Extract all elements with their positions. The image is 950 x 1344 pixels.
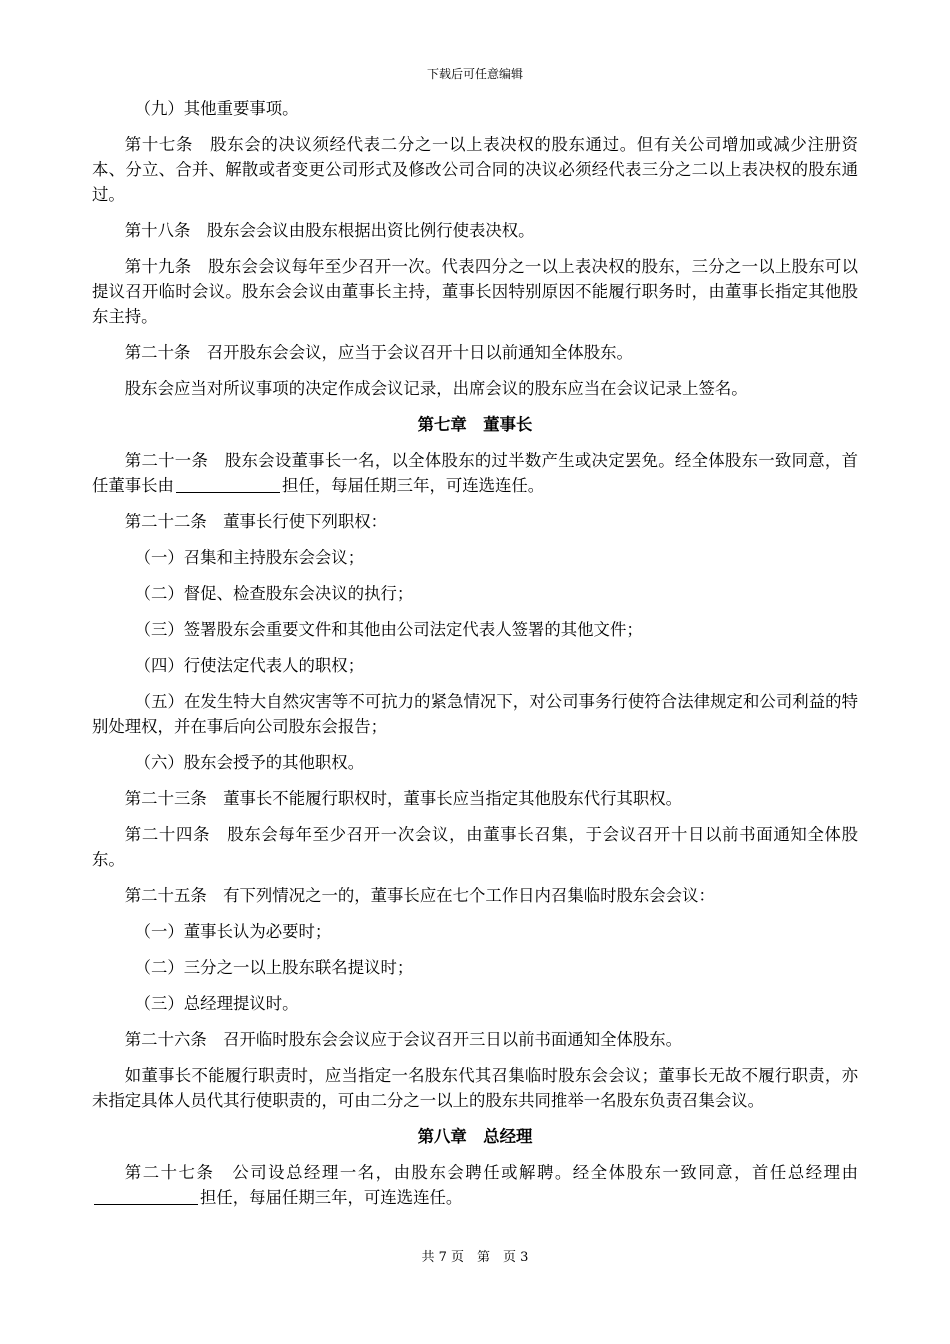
article-paragraph: 第二十条 召开股东会会议，应当于会议召开十日以前通知全体股东。 (124, 343, 633, 362)
article-paragraph: 第二十三条 董事长不能履行职权时，董事长应当指定其他股东代行其职权。 (124, 789, 683, 808)
article-paragraph: 第二十四条 股东会每年至少召开一次会议，由董事长召集，于会议召开十日以前书面通知全体股东。 (92, 825, 858, 869)
fill-in-blank (176, 475, 280, 493)
article-paragraph: 第二十六条 召开临时股东会会议应于会议召开三日以前书面通知全体股东。 (124, 1030, 683, 1049)
article-paragraph (92, 448, 858, 498)
paragraph-text: 担任，每届任期三年，可连选连任。 (200, 1188, 463, 1207)
list-item: （一）召集和主持股东会会议； (134, 548, 365, 567)
article-paragraph: 第十九条 股东会会议每年至少召开一次。代表四分之一以上表决权的股东，三分之一以上股东可以提议召开临时会议。股东会会议由董事长主持，董事长因特别原因不能履行职务时，由董事长指定其他股东主持。 (92, 257, 858, 326)
list-item: （二）三分之一以上股东联名提议时； (134, 958, 414, 977)
article-paragraph: 第十七条 股东会的决议须经代表二分之一以上表决权的股东通过。但有关公司增加或减少注册资本、分立、合并、解散或者变更公司形式及修改公司合同的决议必须经代表三分之二以上表决权的股东通过。 (92, 135, 858, 204)
paragraph-text: 担任，每届任期三年，可连选连任。 (281, 476, 545, 495)
article-paragraph: 如董事长不能履行职责时，应当指定一名股东代其召集临时股东会会议；董事长无故不履行职责，亦未指定具体人员代其行使职责的，可由二分之一以上的股东共同推举一名股东负责召集会议。 (92, 1066, 858, 1110)
list-item: （九）其他重要事项。 (134, 99, 299, 118)
document-body (92, 96, 858, 1221)
article-paragraph: 第十八条 股东会会议由股东根据出资比例行使表决权。 (124, 221, 535, 240)
list-item: （二）督促、检查股东会决议的执行； (134, 584, 414, 603)
article-paragraph: 第二十五条 有下列情况之一的，董事长应在七个工作日内召集临时股东会会议： (124, 886, 715, 905)
list-item: （四）行使法定代表人的职权； (134, 656, 365, 675)
paragraph-text: 第二十一条 股东会设董事长一名，以全体股东的过半数产生或决定罢免。经全体股东一致同意，首任董事长由 (92, 451, 858, 495)
list-item: （五）在发生特大自然灾害等不可抗力的紧急情况下，对公司事务行使符合法律规定和公司利益的特别处理权，并在事后向公司股东会报告； (92, 692, 858, 736)
fill-in-blank (94, 1187, 198, 1205)
chapter-heading: 第七章 董事长 (417, 415, 533, 434)
article-paragraph (92, 1160, 858, 1210)
list-item: （一）董事长认为必要时； (134, 922, 332, 941)
article-paragraph: 股东会应当对所议事项的决定作成会议记录，出席会议的股东应当在会议记录上签名。 (124, 379, 748, 398)
article-paragraph: 第二十二条 董事长行使下列职权： (124, 512, 388, 531)
page-header: 下载后可任意编辑 (426, 67, 523, 81)
page-footer: 共 7 页 第 页 3 (421, 1250, 529, 1265)
chapter-heading: 第八章 总经理 (417, 1127, 533, 1146)
list-item: （三）签署股东会重要文件和其他由公司法定代表人签署的其他文件； (134, 620, 643, 639)
list-item: （六）股东会授予的其他职权。 (134, 753, 365, 772)
list-item: （三）总经理提议时。 (134, 994, 299, 1013)
paragraph-text: 第二十七条 公司设总经理一名，由股东会聘任或解聘。经全体股东一致同意，首任总经理由 (124, 1163, 858, 1182)
